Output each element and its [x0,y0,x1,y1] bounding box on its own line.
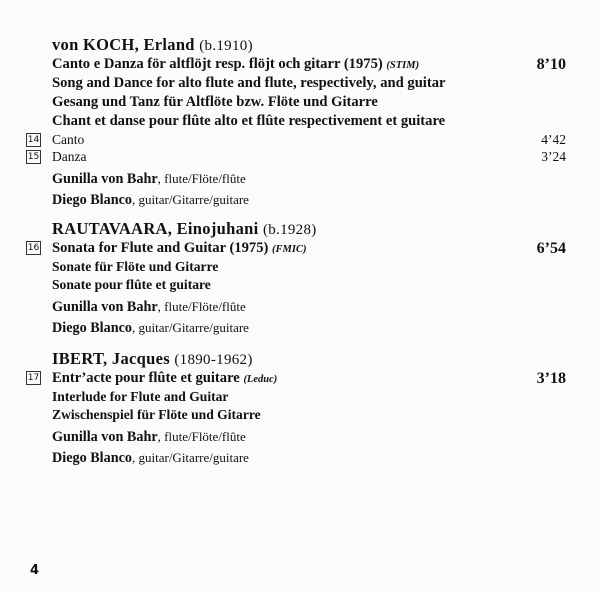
performer-guitar [52,447,566,468]
composer-name: IBERT, Jacques [52,349,170,368]
performer-instrument: , guitar/Gitarre/guitare [132,450,249,465]
track-duration: 3’24 [541,149,566,164]
work-title-text: Canto e Danza för altflöjt resp. flöjt och gitarr (1975) [52,56,383,72]
performer-instrument: , flute/Flöte/flûte [157,171,246,186]
publisher: (FMIC) [272,244,307,255]
composer-dates: (b.1910) [199,38,253,54]
performer-name: Gunilla von Bahr [52,171,158,187]
performer-instrument: , guitar/Gitarre/guitare [132,320,249,335]
composer-name: RAUTAVAARA, Einojuhani [52,219,259,238]
performer-instrument: , flute/Flöte/flûte [157,299,246,314]
track-number: 16 [27,243,40,253]
track-title: Canto [52,132,85,147]
performer-instrument: , guitar/Gitarre/guitare [132,192,249,207]
track-number: 15 [27,152,40,162]
work-duration: 6’54 [536,240,566,257]
composer-heading [52,34,566,55]
performer-name: Diego Blanco [52,450,132,466]
work-koch [27,34,566,210]
composer-heading [52,348,566,369]
composer-heading [52,218,566,239]
work-title-german: Sonate für Flöte und Gitarre [52,259,219,274]
composer-name: von KOCH, Erland [52,35,195,54]
performer-name: Gunilla von Bahr [52,429,158,445]
track-number: 14 [27,135,40,145]
composer-dates: (1890-1962) [174,352,253,368]
performer-instrument: , flute/Flöte/flûte [157,429,246,444]
work-title-text: Sonata for Flute and Guitar (1975) [52,240,269,256]
track-duration: 4’42 [541,132,566,147]
work-title-text: Entr’acte pour flûte et guitare [52,370,240,386]
performer-guitar [52,189,566,210]
composer-dates: (b.1928) [262,222,317,238]
publisher: (Leduc) [243,374,278,385]
performer-name: Diego Blanco [52,192,132,208]
work-title-english [27,239,566,258]
track-title: Danza [52,149,87,164]
track-row [27,131,566,148]
performer-flute [52,296,566,317]
track-row [27,148,566,165]
performer-guitar [52,317,566,338]
work-ibert [27,348,566,468]
work-title-german: Zwischenspiel für Flöte und Gitarre [52,407,261,422]
work-title-swedish [52,55,566,74]
work-rautavaara [27,218,566,338]
work-title-german: Gesang und Tanz für Altflöte bzw. Flöte und Gitarre [52,94,378,110]
work-duration: 8’10 [536,56,566,73]
performer-name: Gunilla von Bahr [52,299,158,315]
work-title-french: Sonate pour flûte et guitare [52,277,211,292]
performer-flute [52,168,566,189]
track-number: 17 [27,373,40,383]
work-title-english: Interlude for Flute and Guitar [52,389,229,404]
work-duration: 3’18 [536,370,566,387]
work-title-french [27,369,566,388]
publisher: (STIM) [386,60,420,71]
performer-flute [52,426,566,447]
performer-name: Diego Blanco [52,320,132,336]
work-title-french: Chant et danse pour flûte alto et flûte respectivement et guitare [52,113,446,129]
page-number: 4 [30,563,40,578]
work-title-english: Song and Dance for alto flute and flute, respectively, and guitar [52,75,446,91]
